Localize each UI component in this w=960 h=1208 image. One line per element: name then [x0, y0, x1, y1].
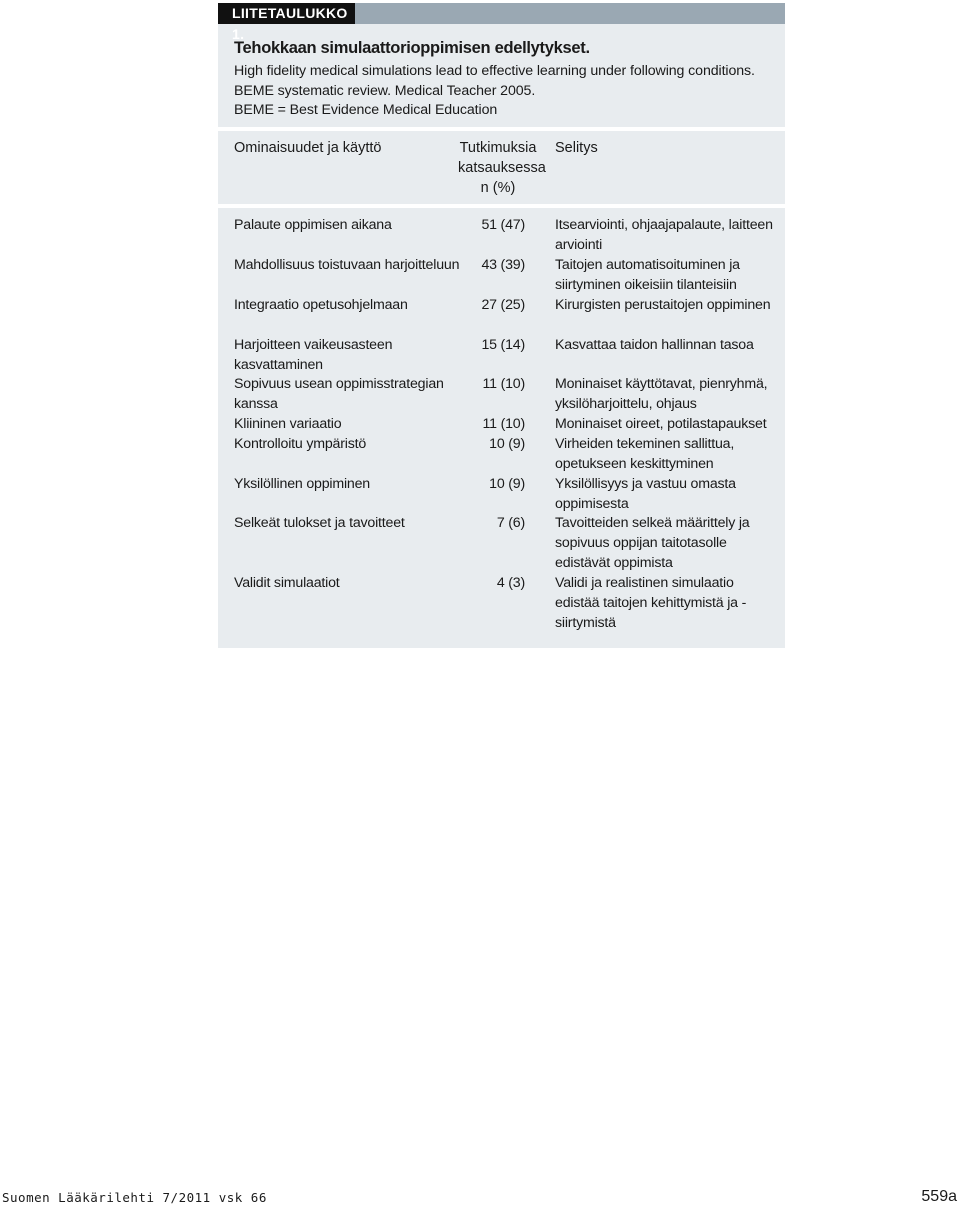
row-explanation: Virheiden tekeminen sallittua, opetukseen keskittyminen — [555, 436, 735, 472]
row-count: 51 (47) — [481, 217, 525, 233]
row-feature: Mahdollisuus toistuvaan harjoitteluun — [234, 257, 460, 273]
header-feature: Ominaisuudet ja käyttö — [234, 140, 382, 156]
row-explanation: Kasvattaa taidon hallinnan tasoa — [555, 337, 754, 353]
row-explanation: Moninaiset oireet, potilastapaukset — [555, 416, 767, 432]
row-count: 27 (25) — [481, 297, 525, 313]
intro-abbreviation: BEME = Best Evidence Medical Education — [234, 102, 498, 118]
table-tag: LIITETAULUKKO 1. — [218, 3, 355, 24]
row-feature: Yksilöllinen oppiminen — [234, 476, 370, 492]
row-explanation: Validi ja realistinen simulaatio edistää taitojen kehittymistä ja -siirtymistä — [555, 575, 747, 631]
row-feature: Sopivuus usean oppimisstrategian kanssa — [234, 376, 444, 412]
intro-reference: High fidelity medical simulations lead to effective learning under following conditions. BEME systematic review. Medical Teacher 2005. — [234, 63, 755, 99]
table-intro — [234, 62, 774, 121]
row-count: 11 (10) — [482, 416, 525, 432]
row-count: 43 (39) — [481, 257, 525, 273]
row-count: 4 (3) — [496, 575, 525, 591]
row-explanation: Itsearviointi, ohjaajapalaute, laitteen arviointi — [555, 217, 773, 253]
row-count: 10 (9) — [489, 476, 525, 492]
row-explanation: Kirurgisten perustaitojen oppiminen — [555, 297, 771, 313]
row-explanation: Moninaiset käyttötavat, pienryhmä, yksilöharjoittelu, ohjaus — [555, 376, 768, 412]
row-feature: Validit simulaatiot — [234, 575, 340, 591]
divider — [218, 204, 785, 208]
row-count: 10 (9) — [489, 436, 525, 452]
row-count: 15 (14) — [481, 337, 525, 353]
row-explanation: Yksilöllisyys ja vastuu omasta oppimisesta — [555, 476, 736, 512]
row-explanation: Tavoitteiden selkeä määrittely ja sopivuus oppijan taitotasolle edistävät oppimista — [555, 515, 750, 571]
row-explanation: Taitojen automatisoituminen ja siirtyminen oikeisiin tilanteisiin — [555, 257, 740, 293]
row-feature: Harjoitteen vaikeusasteen kasvattaminen — [234, 337, 393, 373]
row-feature: Selkeät tulokset ja tavoitteet — [234, 515, 405, 531]
header-explanation: Selitys — [555, 140, 598, 156]
page-number: 559a — [921, 1188, 957, 1205]
journal-footer: Suomen Lääkärilehti 7/2011 vsk 66 — [2, 1190, 267, 1205]
row-feature: Kliininen variaatio — [234, 416, 342, 432]
header-count: Tutkimuksia katsauksessa n (%) — [458, 140, 546, 196]
row-count: 7 (6) — [496, 515, 525, 531]
row-feature: Kontrolloitu ympäristö — [234, 436, 367, 452]
row-feature: Palaute oppimisen aikana — [234, 217, 392, 233]
row-count: 11 (10) — [482, 376, 525, 392]
divider — [218, 127, 785, 131]
row-feature: Integraatio opetusohjelmaan — [234, 297, 408, 313]
table-title: Tehokkaan simulaattorioppimisen edellytykset. — [234, 39, 590, 57]
